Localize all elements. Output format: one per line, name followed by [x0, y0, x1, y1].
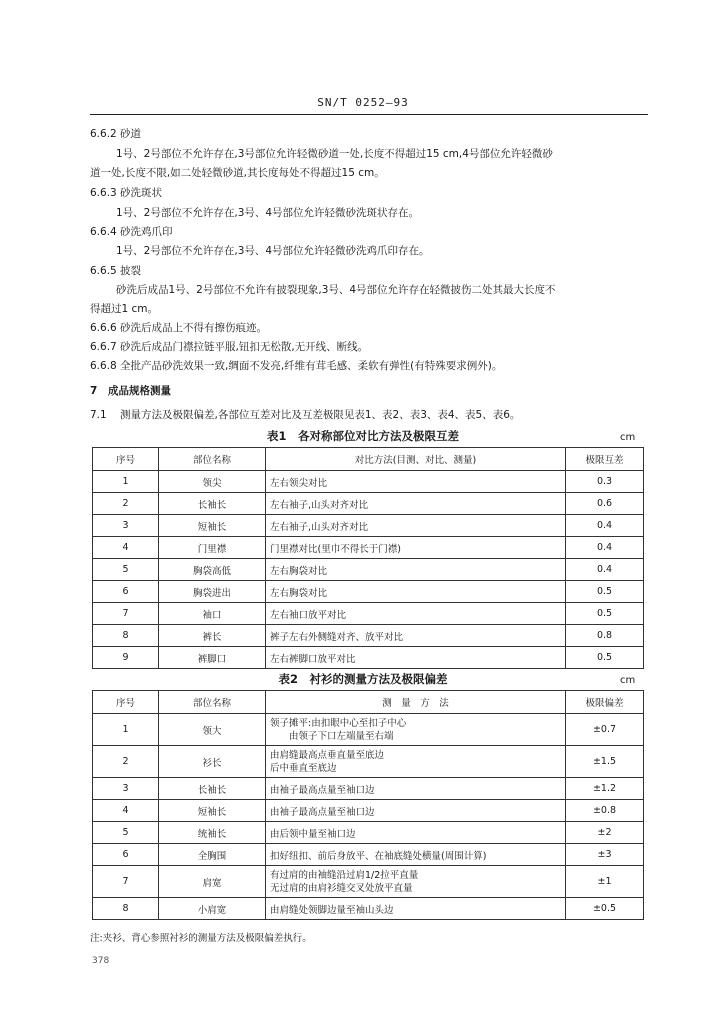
cell-part: 小肩宽	[159, 898, 266, 920]
cell-method: 由袖子最高点量至袖口边	[266, 800, 566, 822]
cell-part: 袖口	[159, 603, 266, 625]
cell-no: 2	[93, 746, 159, 778]
cell-method: 左右袖口放平对比	[266, 603, 566, 625]
column-header: 测 量 方 法	[266, 691, 566, 714]
cell-tolerance: 0.3	[566, 471, 644, 493]
cell-tolerance: ±1.2	[566, 778, 644, 800]
cell-no: 7	[93, 866, 159, 898]
cell-method	[266, 714, 566, 746]
clause-6-6-2	[90, 127, 650, 141]
cell-part: 裤脚口	[159, 647, 266, 669]
cell-tolerance: ±0.5	[566, 898, 644, 920]
column-header: 序号	[93, 691, 159, 714]
cell-no: 8	[93, 898, 159, 920]
clause-title: 披裂	[120, 265, 141, 277]
cell-no: 5	[93, 559, 159, 581]
header-rule	[90, 114, 648, 115]
paragraph-text: 道一处,长度不限,如二处轻微砂道,其长度每处不得超过15 cm。	[90, 167, 385, 179]
method-line: 领子摊平:由扣眼中心至扣子中心	[270, 717, 407, 729]
cell-no: 5	[93, 822, 159, 844]
cell-part: 胸袋高低	[159, 559, 266, 581]
page-number: 378	[92, 956, 110, 966]
method-line: 由领子下口左端量至右端	[270, 730, 394, 742]
clause-title: 测量方法及极限偏差,各部位互差对比及互差极限见表1、表2、表3、表4、表5、表6。	[120, 409, 521, 421]
cell-no: 1	[93, 471, 159, 493]
clause-number: 6.6.2	[90, 128, 117, 140]
cell-part: 衫长	[159, 746, 266, 778]
cell-no: 8	[93, 625, 159, 647]
cell-method: 左右胸袋对比	[266, 581, 566, 603]
table-row	[93, 746, 644, 778]
clause-6-6-5	[90, 264, 650, 278]
cell-part: 短袖长	[159, 515, 266, 537]
table-row	[93, 866, 644, 898]
cell-tolerance: ±1	[566, 866, 644, 898]
table-row	[93, 714, 644, 746]
clause-number: 6.6.6	[90, 322, 117, 334]
cell-tolerance: 0.4	[566, 515, 644, 537]
table-row	[93, 822, 644, 844]
method-line: 由肩缝最高点垂直量至底边	[270, 749, 385, 761]
cell-tolerance: ±0.8	[566, 800, 644, 822]
table-row	[93, 800, 644, 822]
clause-title: 砂洗后成品门襟拉链平服,钮扣无松散,无开线、断线。	[120, 341, 369, 353]
cell-tolerance: ±2	[566, 822, 644, 844]
cell-method	[266, 746, 566, 778]
method-line: 有过肩的由袖缝沿过肩1/2拉平直量	[270, 869, 419, 881]
section-number: 7	[90, 385, 98, 397]
cell-tolerance: 0.6	[566, 493, 644, 515]
cell-part: 全胸围	[159, 844, 266, 866]
table-row	[93, 559, 644, 581]
cell-method: 左右袖子,山头对齐对比	[266, 493, 566, 515]
cell-method: 左右袖子,山头对齐对比	[266, 515, 566, 537]
column-header: 极限偏差	[566, 691, 644, 714]
clause-6-6-7	[90, 340, 650, 354]
cell-part: 肩宽	[159, 866, 266, 898]
cell-part: 裤长	[159, 625, 266, 647]
cell-tolerance: 0.4	[566, 537, 644, 559]
clause-title: 砂道	[120, 128, 141, 140]
cell-method: 左右领尖对比	[266, 471, 566, 493]
column-header: 极限互差	[566, 448, 644, 471]
table-row	[93, 603, 644, 625]
cell-method: 由肩缝处领脚边量至袖山头边	[266, 898, 566, 920]
clause-6-6-8	[90, 359, 650, 373]
cell-tolerance: 0.5	[566, 581, 644, 603]
table-row	[93, 537, 644, 559]
cell-part: 胸袋进出	[159, 581, 266, 603]
table2-unit: cm	[620, 675, 636, 686]
cell-no: 6	[93, 581, 159, 603]
cell-no: 9	[93, 647, 159, 669]
cell-no: 7	[93, 603, 159, 625]
table2	[92, 690, 644, 920]
table-row	[93, 647, 644, 669]
clause-number: 6.6.5	[90, 265, 117, 277]
clause-title: 全批产品砂洗效果一致,绸面不发亮,纤维有茸毛感、柔软有弹性(有特殊要求例外)。	[120, 360, 503, 372]
table2-caption: 表2 衬衫的测量方法及极限偏差	[278, 672, 448, 686]
table-row	[93, 844, 644, 866]
cell-part: 长袖长	[159, 493, 266, 515]
cell-part: 领大	[159, 714, 266, 746]
cell-no: 4	[93, 537, 159, 559]
table1-caption: 表1 各对称部位对比方法及极限互差	[267, 429, 459, 443]
clause-number: 6.6.3	[90, 187, 117, 199]
cell-tolerance: 0.5	[566, 647, 644, 669]
paragraph-text: 1号、2号部位不允许存在,3号、4号部位允许轻微砂洗斑状存在。	[116, 207, 420, 219]
table-row	[93, 778, 644, 800]
table-header-row	[93, 448, 644, 471]
column-header: 部位名称	[159, 691, 266, 714]
table-row	[93, 493, 644, 515]
standard-code: SN/T 0252—93	[317, 96, 409, 109]
clause-6-6-6	[90, 321, 650, 335]
section-7-heading	[90, 384, 650, 398]
cell-method	[266, 866, 566, 898]
cell-tolerance: ±1.5	[566, 746, 644, 778]
cell-no: 3	[93, 778, 159, 800]
method-line: 无过肩的由肩衫缝交叉处放平直量	[270, 882, 413, 894]
column-header: 序号	[93, 448, 159, 471]
cell-tolerance: ±0.7	[566, 714, 644, 746]
clause-title: 砂洗斑状	[120, 187, 162, 199]
clause-7-1	[90, 408, 650, 422]
clause-number: 6.6.8	[90, 360, 117, 372]
cell-part: 领尖	[159, 471, 266, 493]
cell-tolerance: 0.4	[566, 559, 644, 581]
cell-tolerance: 0.5	[566, 603, 644, 625]
cell-tolerance: 0.8	[566, 625, 644, 647]
cell-method: 扣好纽扣、前后身放平、在袖底缝处横量(周围计算)	[266, 844, 566, 866]
cell-no: 6	[93, 844, 159, 866]
table-row	[93, 898, 644, 920]
clause-title: 砂洗鸡爪印	[120, 226, 173, 238]
paragraph-text: 砂洗后成品1号、2号部位不允许有披裂现象,3号、4号部位允许存在轻微披伤二处其最大长度不	[116, 284, 556, 296]
clause-number: 7.1	[90, 409, 107, 421]
table1-unit: cm	[620, 432, 636, 443]
footnote: 注:夹衫、背心参照衬衫的测量方法及极限偏差执行。	[90, 933, 312, 944]
paragraph-text: 1号、2号部位不允许存在,3号部位允许轻微砂道一处,长度不得超过15 cm,4号部位允许轻微砂	[116, 148, 553, 160]
cell-tolerance: ±3	[566, 844, 644, 866]
cell-method: 左右裤脚口放平对比	[266, 647, 566, 669]
clause-number: 6.6.7	[90, 341, 117, 353]
method-line: 后中垂直至底边	[270, 762, 337, 774]
table-row	[93, 625, 644, 647]
cell-method: 门里襟对比(里巾不得长于门襟)	[266, 537, 566, 559]
clause-number: 6.6.4	[90, 226, 117, 238]
clause-6-6-3	[90, 186, 650, 200]
table-row	[93, 581, 644, 603]
cell-no: 2	[93, 493, 159, 515]
cell-method: 裤子左右外侧缝对齐、放平对比	[266, 625, 566, 647]
clause-6-6-4	[90, 225, 650, 239]
cell-method: 由袖子最高点量至袖口边	[266, 778, 566, 800]
cell-no: 3	[93, 515, 159, 537]
section-title: 成品规格测量	[108, 385, 171, 397]
table-header-row	[93, 691, 644, 714]
column-header: 部位名称	[159, 448, 266, 471]
table-row	[93, 515, 644, 537]
table-row	[93, 471, 644, 493]
cell-no: 4	[93, 800, 159, 822]
paragraph-text: 1号、2号部位不允许存在,3号、4号部位允许轻微砂洗鸡爪印存在。	[116, 245, 430, 257]
cell-method: 左右胸袋对比	[266, 559, 566, 581]
cell-method: 由后领中量至袖口边	[266, 822, 566, 844]
cell-part: 门里襟	[159, 537, 266, 559]
column-header: 对比方法(目测、对比、测量)	[266, 448, 566, 471]
paragraph-text: 得超过1 cm。	[90, 303, 159, 315]
cell-part: 统袖长	[159, 822, 266, 844]
cell-part: 短袖长	[159, 800, 266, 822]
cell-no: 1	[93, 714, 159, 746]
cell-part: 长袖长	[159, 778, 266, 800]
table1	[92, 447, 644, 669]
clause-title: 砂洗后成品上不得有擦伤痕迹。	[120, 322, 267, 334]
